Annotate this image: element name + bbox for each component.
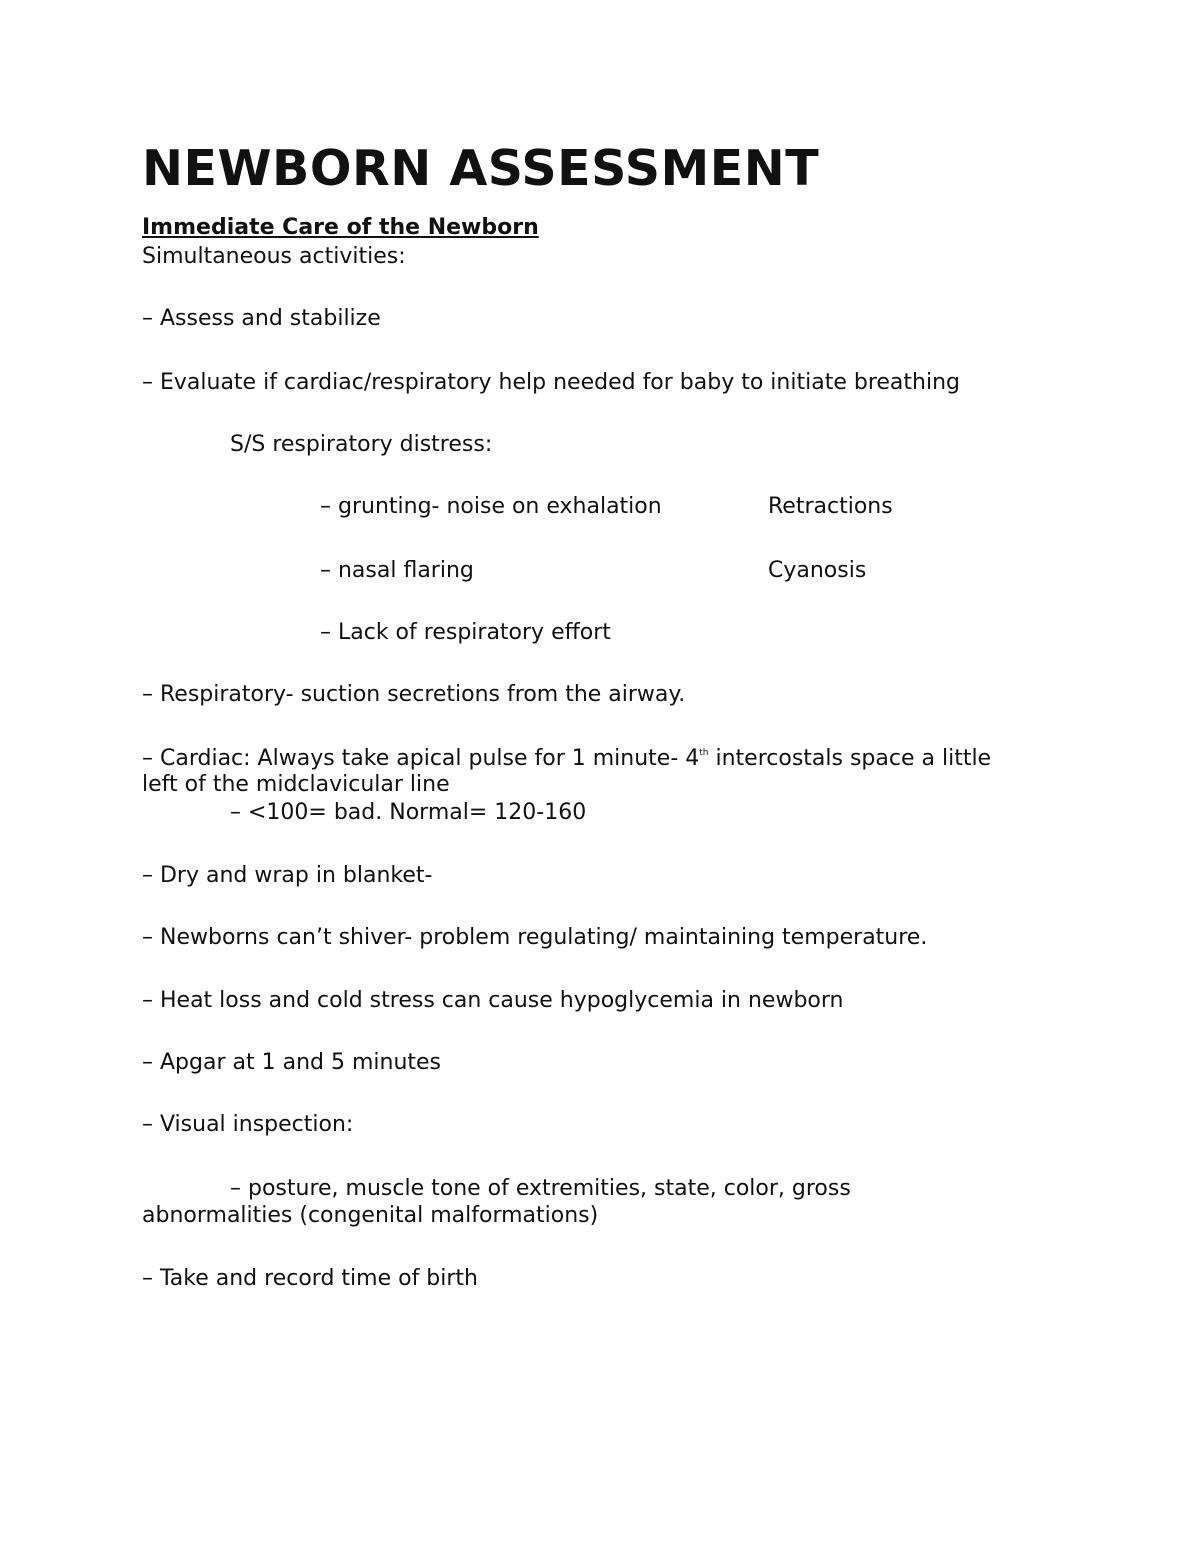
list-item-heat-loss: – Heat loss and cold stress can cause hypoglycemia in newborn [142, 988, 844, 1013]
intro-text: Simultaneous activities: [142, 244, 406, 269]
list-item-cardiac [142, 745, 991, 773]
list-item-assess: – Assess and stabilize [142, 306, 381, 331]
list-item-grunting: – grunting- noise on exhalation [320, 494, 662, 519]
list-item-lack-of-effort: – Lack of respiratory effort [320, 620, 611, 645]
list-item-time-of-birth: – Take and record time of birth [142, 1266, 478, 1291]
cardiac-text-end: intercostals space a little [708, 746, 992, 771]
list-item-cyanosis: Cyanosis [768, 558, 867, 583]
page-title: NEWBORN ASSESSMENT [142, 140, 820, 197]
cardiac-text-start: – Cardiac: Always take apical pulse for 1 minute- 4 [142, 746, 700, 771]
superscript-th: th [699, 748, 709, 758]
list-item-posture: – posture, muscle tone of extremities, state, color, gross [230, 1176, 851, 1201]
list-item-dry: – Dry and wrap in blanket- [142, 863, 433, 888]
list-item-nasal-flaring: – nasal flaring [320, 558, 474, 583]
list-item-pulse-range: – <100= bad. Normal= 120-160 [230, 800, 587, 825]
list-item-cardiac-continued: left of the midclavicular line [142, 772, 450, 797]
list-item-retractions: Retractions [768, 494, 893, 519]
list-item-respiratory: – Respiratory- suction secretions from the airway. [142, 682, 686, 707]
list-item-posture-continued: abnormalities (congenital malformations) [142, 1203, 599, 1228]
list-item-visual-inspection: – Visual inspection: [142, 1112, 354, 1137]
list-item-shiver: – Newborns can’t shiver- problem regulating/ maintaining temperature. [142, 925, 928, 950]
distress-heading: S/S respiratory distress: [230, 432, 493, 457]
list-item-apgar: – Apgar at 1 and 5 minutes [142, 1050, 442, 1075]
list-item-evaluate: – Evaluate if cardiac/respiratory help needed for baby to initiate breathing [142, 370, 960, 395]
section-heading: Immediate Care of the Newborn [142, 215, 539, 240]
